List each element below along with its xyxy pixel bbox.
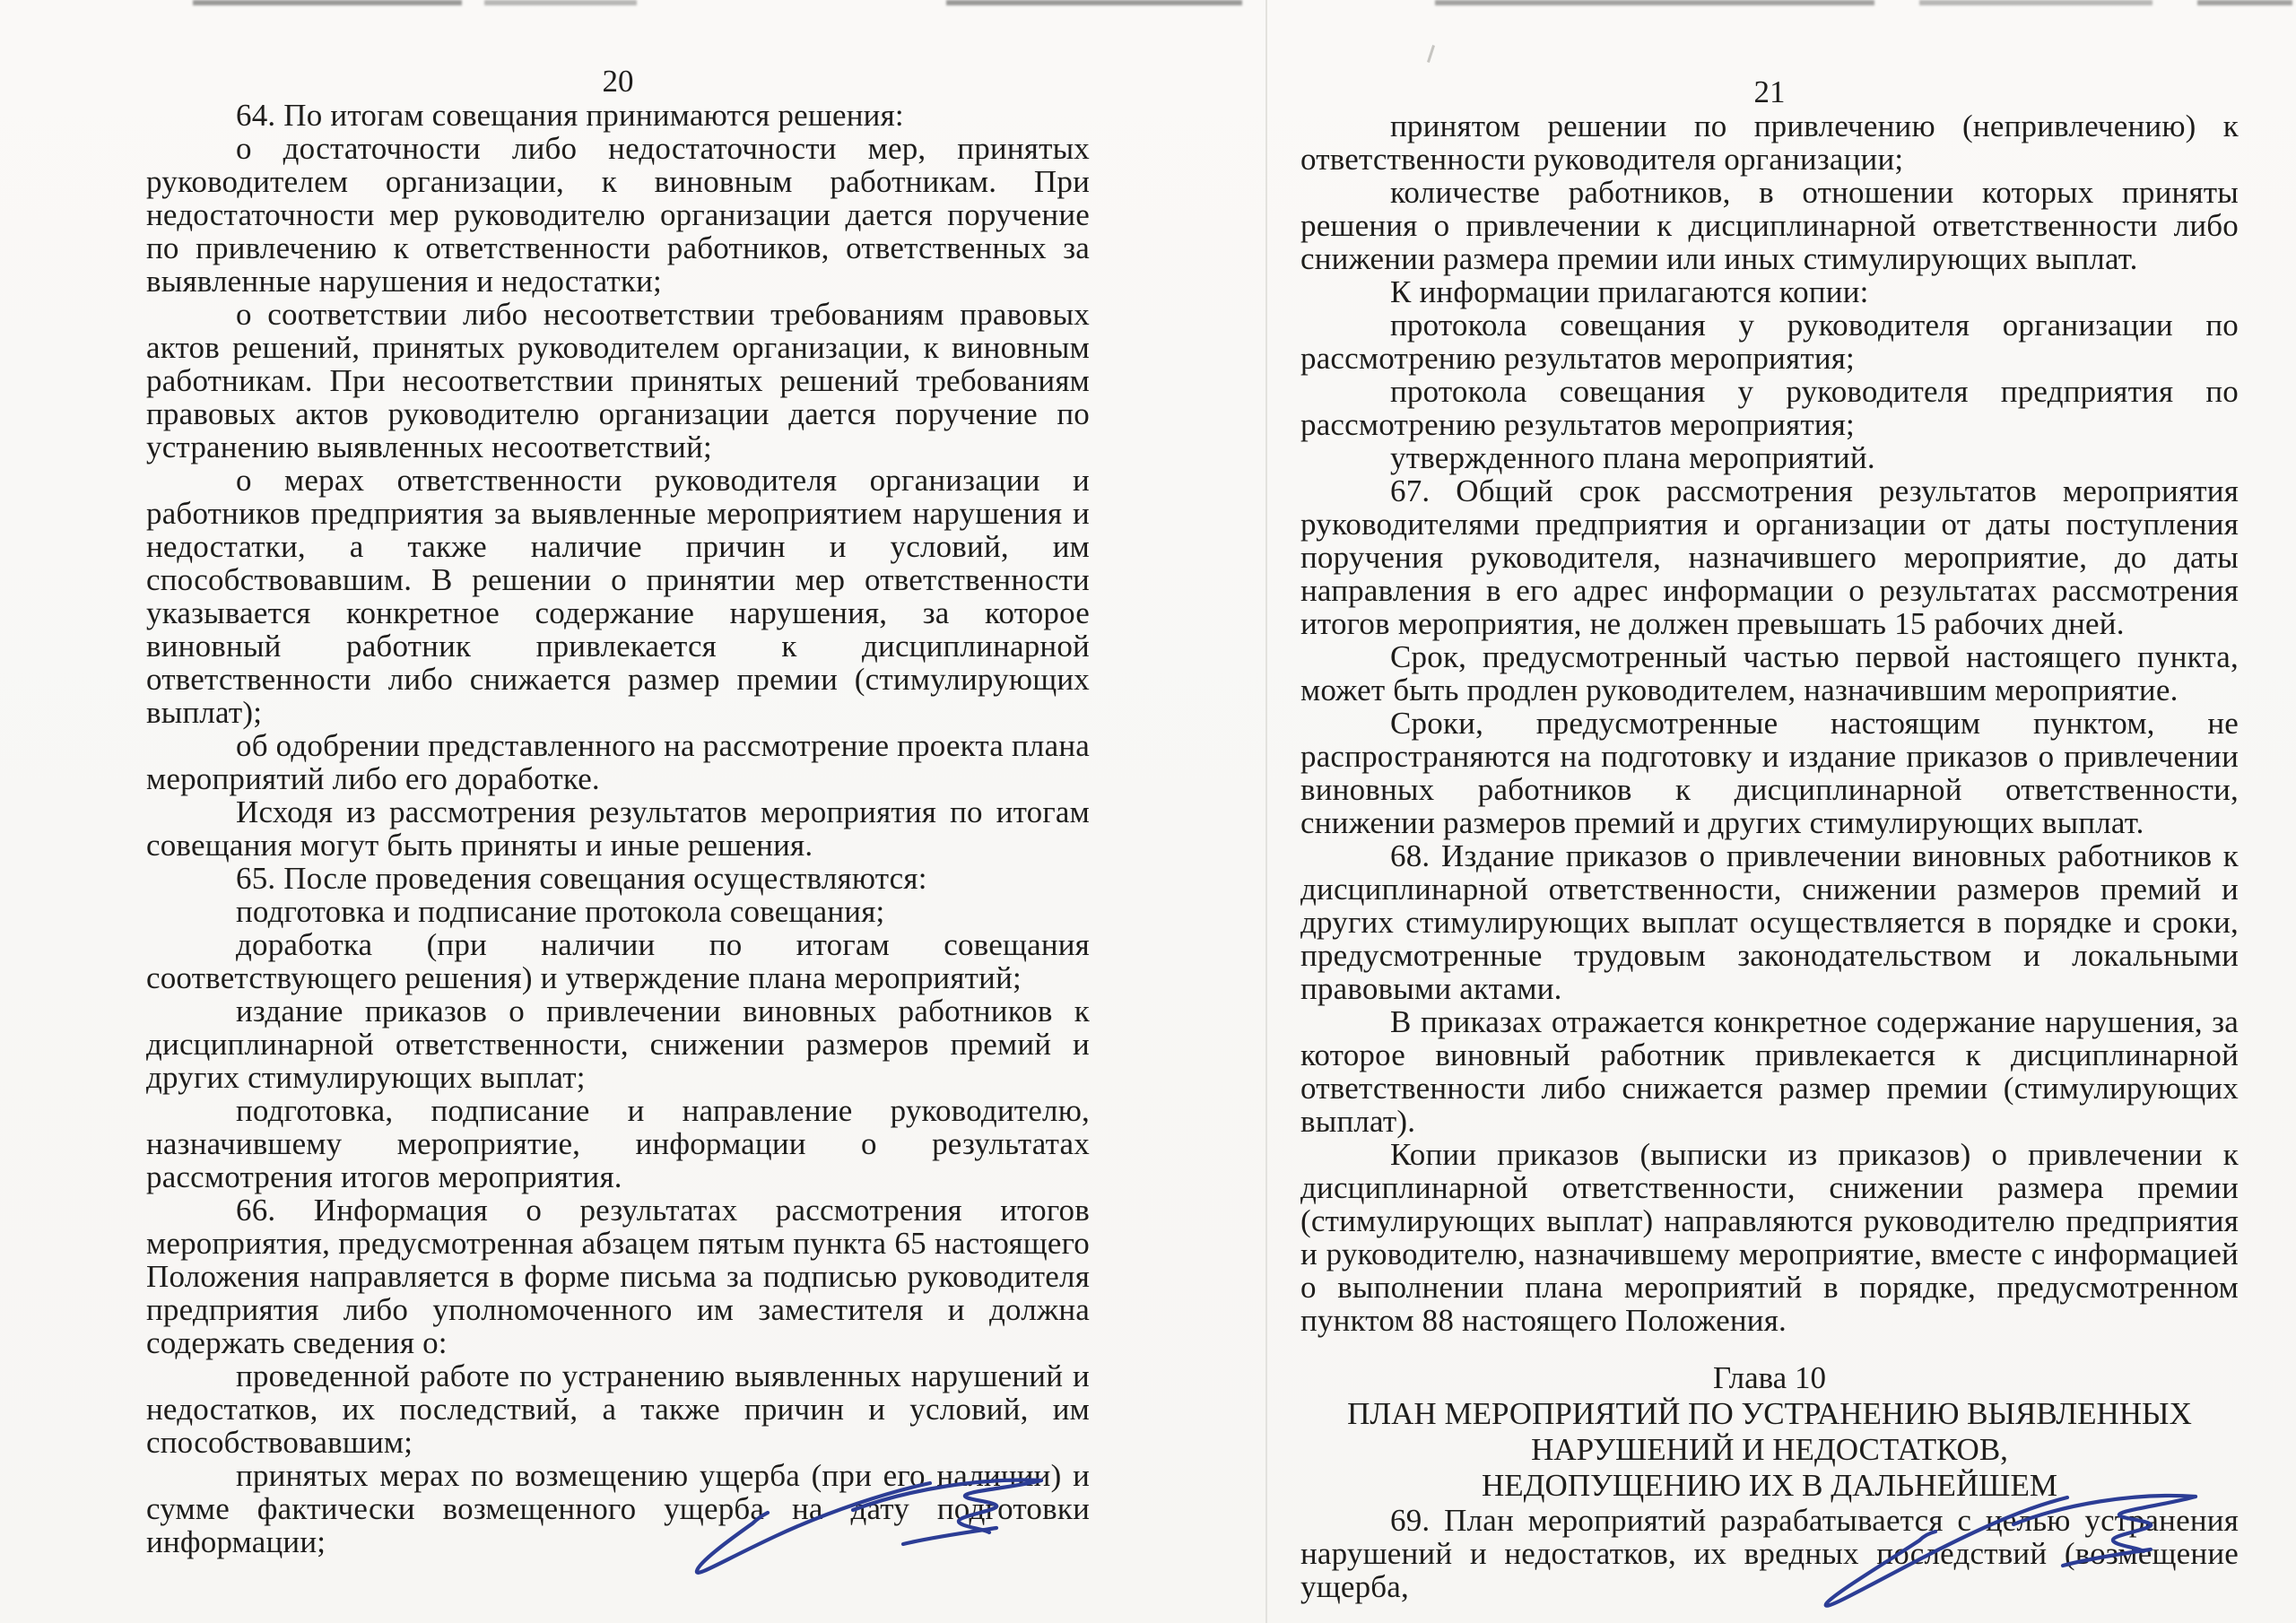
chapter-title-line: НАРУШЕНИЙ И НЕДОСТАТКОВ,: [1531, 1432, 2008, 1467]
paragraph: принятом решении по привлечению (непривлечению) к ответственности руководителя организации;: [1300, 108, 2239, 177]
page-21: [1300, 0, 2239, 1603]
paragraph: протокола совещания у руководителя предприятия по рассмотрению результатов мероприятия;: [1300, 374, 2239, 442]
paragraph: о мерах ответственности руководителя организации и работников предприятия за выявленные мероприятием нарушения и недостатки, а также наличие причин и условий, им способствовавшим. В решении о принятии мер ответственности указывается конкретное содержание нарушения, за которое виновный работник привлекается к дисциплинарной ответственности либо снижается размер премии (стимулирующих выплат);: [146, 463, 1090, 730]
paragraph: подготовка и подписание протокола совещания;: [236, 894, 885, 929]
paragraph-67: 67. Общий срок рассмотрения результатов мероприятия руководителями предприятия и организации от даты поступления поручения руководителя, назначившего мероприятие, до даты направления в его адрес информации о результатах рассмотрения итогов мероприятия, не должен превышать 15 рабочих дней.: [1300, 473, 2239, 641]
paragraph: подготовка, подписание и направление руководителю, назначившему мероприятие, информации о результатах рассмотрения итогов мероприятия.: [146, 1093, 1090, 1194]
page-20: [146, 0, 1090, 1558]
paragraph: Сроки, предусмотренные настоящим пунктом, не распространяются на подготовку и издание приказов о привлечении виновных работников к дисциплинарной ответственности, снижении размеров премий и других стимулирующих выплат.: [1300, 706, 2239, 840]
paragraph: принятых мерах по возмещению ущерба (при его наличии) и сумме фактически возмещенного ущерба на дату подготовки информации;: [146, 1458, 1090, 1559]
paragraph: В приказах отражается конкретное содержание нарушения, за которое виновный работник привлекается к дисциплинарной ответственности либо снижается размер премии (стимулирующих выплат).: [1300, 1004, 2239, 1139]
paragraph: доработка (при наличии по итогам совещания соответствующего решения) и утверждение плана мероприятий;: [146, 927, 1090, 995]
handwritten-signature-right: [1812, 1481, 2296, 1623]
chapter-title-line: ПЛАН МЕРОПРИЯТИЙ ПО УСТРАНЕНИЮ ВЫЯВЛЕННЫХ: [1347, 1396, 2192, 1431]
paragraph: Исходя из рассмотрения результатов мероприятия по итогам совещания могут быть приняты и иные решения.: [146, 794, 1090, 863]
page-number: 21: [1753, 74, 1786, 109]
paragraph-66: 66. Информация о результатах рассмотрения итогов мероприятия, предусмотренная абзацем пятым пункта 65 настоящего Положения направляется в форме письма за подписью руководителя предприятия либо уполномоченного им заместителя и должна содержать сведения о:: [146, 1193, 1090, 1360]
paragraph-69: 69. План мероприятий разрабатывается с целью устранения нарушений и недостатков, их вредных последствий (возмещение ущерба,: [1300, 1503, 2239, 1604]
paragraph-64: 64. По итогам совещания принимаются решения:: [236, 98, 904, 133]
paragraph: о соответствии либо несоответствии требованиям правовых актов решений, принятых руководителем организации, к виновным работникам. При несоответствии принятых решений требованиям правовых актов руководителю организации дается поручение по устранению выявленных несоответствий;: [146, 297, 1090, 464]
page-number: 20: [602, 64, 634, 99]
paragraph: Срок, предусмотренный частью первой настоящего пункта, может быть продлен руководителем, назначившим мероприятие.: [1300, 639, 2239, 707]
paragraph: проведенной работе по устранению выявленных нарушений и недостатков, их последствий, а также причин и условий, им способствовавшим;: [146, 1358, 1090, 1460]
paragraph-68: 68. Издание приказов о привлечении виновных работников к дисциплинарной ответственности, снижении размеров премий и других стимулирующих выплат осуществляется в порядке и сроки, предусмотренные трудовым законодательством и локальными правовыми актами.: [1300, 838, 2239, 1006]
paragraph: о достаточности либо недостаточности мер, принятых руководителем организации, к виновным работникам. При недостаточности мер руководителю организации дается поручение по привлечению к ответственности работников, ответственных за выявленные нарушения и недостатки;: [146, 131, 1090, 299]
paragraph: издание приказов о привлечении виновных работников к дисциплинарной ответственности, снижении размеров премий и других стимулирующих выплат;: [146, 994, 1090, 1095]
paragraph: К информации прилагаются копии:: [1390, 274, 1869, 309]
page-divider: [1265, 0, 1267, 1623]
paragraph: об одобрении представленного на рассмотрение проекта плана мероприятий либо его доработке.: [146, 728, 1090, 796]
handwritten-signature-left: [677, 1469, 1063, 1603]
paragraph: утвержденного плана мероприятий.: [1390, 440, 1875, 475]
chapter-title-line: НЕДОПУЩЕНИЮ ИХ В ДАЛЬНЕЙШЕМ: [1482, 1468, 2057, 1503]
paragraph: протокола совещания у руководителя организации по рассмотрению результатов мероприятия;: [1300, 308, 2239, 376]
paragraph: количестве работников, в отношении которых приняты решения о привлечении к дисциплинарной ответственности либо снижении размера премии или иных стимулирующих выплат.: [1300, 175, 2239, 276]
chapter-label: Глава 10: [1713, 1360, 1826, 1395]
paragraph: Копии приказов (выписки из приказов) о привлечении к дисциплинарной ответственности, снижении размера премии (стимулирующих выплат) направляются руководителю предприятия и руководителю, назначившему мероприятие, вместе с информацией о выполнении плана мероприятий в порядке, предусмотренном пунктом 88 настоящего Положения.: [1300, 1137, 2239, 1338]
paragraph-65: 65. После проведения совещания осуществляются:: [236, 861, 927, 896]
